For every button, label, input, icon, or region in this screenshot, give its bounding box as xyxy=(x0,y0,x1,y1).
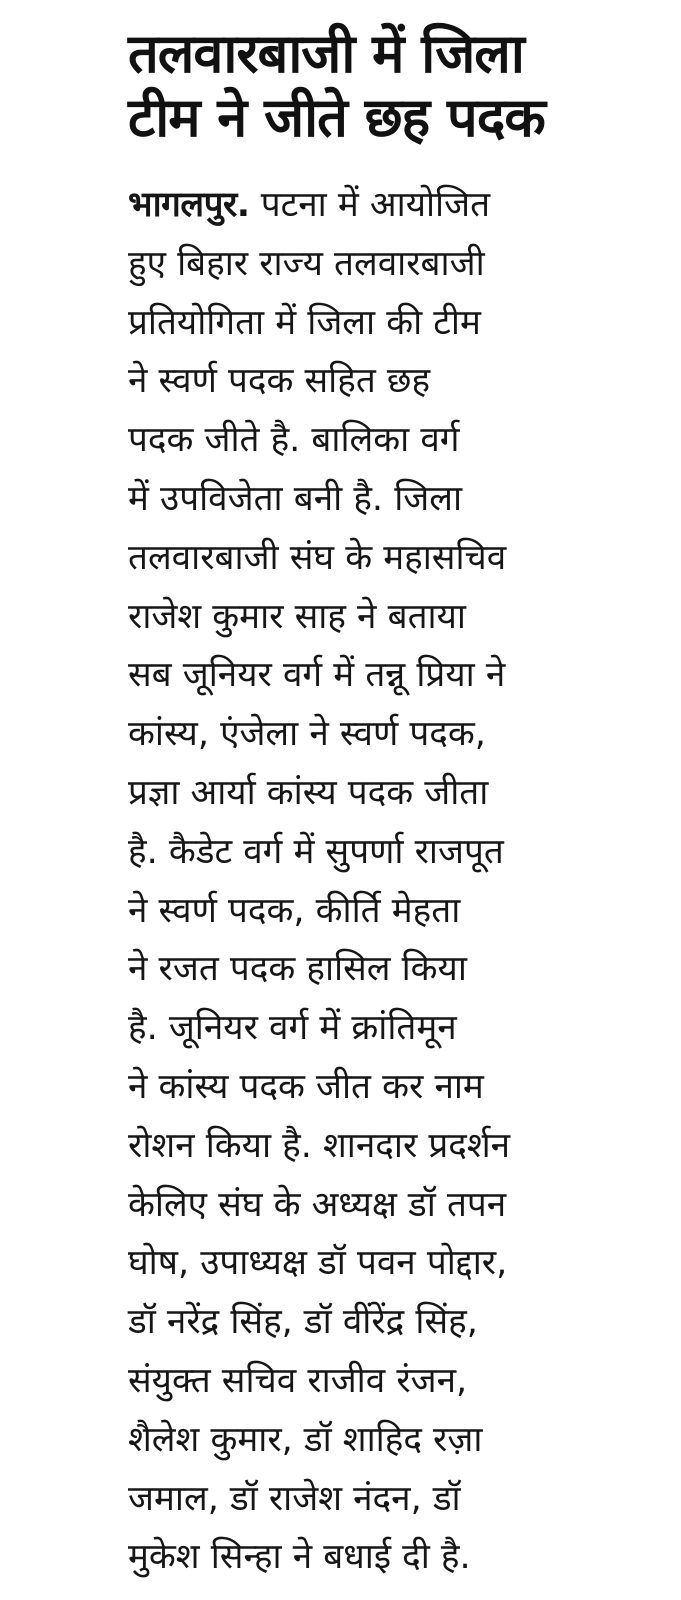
article-line-23: जमाल, डॉ राजेश नंदन, डॉ xyxy=(128,1478,461,1519)
article-line-14: ने रजत पदक हासिल किया xyxy=(128,949,467,990)
article-line-10: कांस्य, एंजेला ने स्वर्ण पदक, xyxy=(128,714,486,755)
article-line-22: शैलेश कुमार, डॉ शाहिद रज़ा xyxy=(128,1419,483,1460)
article-line-18: केलिए संघ के अध्यक्ष डॉ तपन xyxy=(128,1184,507,1225)
article-line-2: हुए बिहार राज्य तलवारबाजी xyxy=(128,243,485,284)
headline-line-2: टीम ने जीते छह पदक xyxy=(128,86,545,149)
article-dateline: भागलपुर. xyxy=(128,185,250,225)
article-line-8: राजेश कुमार साह ने बताया xyxy=(128,596,466,637)
article-line-3: प्रतियोगिता में जिला की टीम xyxy=(128,302,481,343)
article-line-7: तलवारबाजी संघ के महासचिव xyxy=(128,537,507,578)
article-line-11: प्रज्ञा आर्या कांस्य पदक जीता xyxy=(128,772,489,813)
article-line-4: ने स्वर्ण पदक सहित छह xyxy=(128,361,431,402)
article-line-21: संयुक्त सचिव राजीव रंजन, xyxy=(128,1360,468,1401)
article-line-15: है. जूनियर वर्ग में क्रांतिमून xyxy=(128,1008,457,1049)
article-line-9: सब जूनियर वर्ग में तन्नू प्रिया ने xyxy=(128,655,506,696)
article-line-20: डॉ नरेंद्र सिंह, डॉ वींरेंद्र सिंह, xyxy=(128,1302,478,1343)
headline-line-1: तलवारबाजी में जिला xyxy=(128,22,524,85)
article-line-17: रोशन किया है. शानदार प्रदर्शन xyxy=(128,1125,511,1166)
article-line-5: पदक जीते है. बालिका वर्ग xyxy=(128,420,460,461)
article-headline xyxy=(128,22,648,150)
article-line-12: है. कैडेट वर्ग में सुपर्णा राजपूत xyxy=(128,831,504,872)
article-body xyxy=(128,176,658,1587)
article-line-6: में उपविजेता बनी है. जिला xyxy=(128,478,463,519)
article-line-19: घोष, उपाध्यक्ष डॉ पवन पोद्दार, xyxy=(128,1243,508,1284)
article-first-line-text: पटना में आयोजित xyxy=(249,185,491,225)
article-first-line xyxy=(128,176,490,235)
article-line-13: ने स्वर्ण पदक, कीर्ति मेहता xyxy=(128,890,461,931)
article-line-24: मुकेश सिन्हा ने बधाई दी है. xyxy=(128,1537,471,1578)
article-line-16: ने कांस्य पदक जीत कर नाम xyxy=(128,1066,484,1107)
